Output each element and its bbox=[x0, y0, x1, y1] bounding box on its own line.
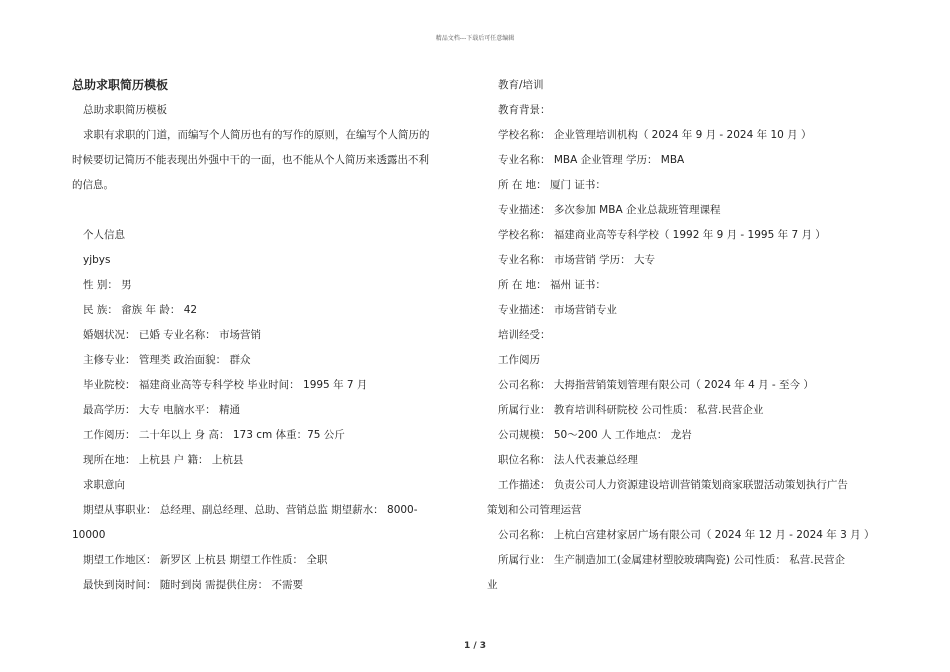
work-row: 公司名称： 大拇指营销策划管理有限公司（ 2024 年 4 月 - 至今 ） bbox=[498, 379, 814, 391]
work-row: 公司名称： 上杭白宫建材家居广场有限公司（ 2024 年 12 月 - 2024 年 3 月 ） bbox=[498, 529, 875, 541]
work-row: 公司规模： 50～200 人 工作地点： 龙岩 bbox=[498, 429, 692, 441]
info-row: 性 别： 男 bbox=[83, 279, 132, 291]
work-industry-cont: 业 bbox=[487, 579, 498, 591]
spacer bbox=[72, 201, 458, 226]
work-duty: 工作描述： 负责公司人力资源建设培训营销策划商家联盟活动策划执行广告 bbox=[498, 479, 848, 491]
edu-background: 教育背景： bbox=[498, 104, 551, 116]
info-row: 最高学历： 大专 电脑水平： 精通 bbox=[83, 404, 241, 416]
edu-row: 专业描述： 市场营销专业 bbox=[498, 304, 617, 316]
work-industry: 所属行业： 生产制造加工(金属建材塑胶玻璃陶瓷) 公司性质： 私营.民营企 bbox=[498, 554, 846, 566]
info-row: 工作阅历： 二十年以上 身 高： 173 cm 体重：75 公斤 bbox=[83, 429, 345, 441]
intent-row: 期望工作地区： 新罗区 上杭县 期望工作性质： 全职 bbox=[83, 554, 328, 566]
intent-heading: 求职意向 bbox=[83, 479, 125, 491]
edu-heading: 教育/培训 bbox=[498, 79, 544, 91]
personal-heading: 个人信息 bbox=[83, 229, 125, 241]
work-row: 职位名称： 法人代表兼总经理 bbox=[498, 454, 638, 466]
info-row: 毕业院校： 福建商业高等专科学校 毕业时间： 1995 年 7 月 bbox=[83, 379, 368, 391]
edu-row: 专业名称： 市场营销 学历： 大专 bbox=[498, 254, 656, 266]
training-heading: 培训经受： bbox=[498, 329, 551, 341]
info-row: 婚姻状况： 已婚 专业名称： 市场营销 bbox=[83, 329, 262, 341]
edu-row: 专业描述： 多次参加 MBA 企业总裁班管理课程 bbox=[498, 204, 721, 216]
intro-line-3: 的信息。 bbox=[72, 179, 114, 191]
page-header: 精品文档---下载后可任意编辑 bbox=[435, 35, 515, 42]
work-heading: 工作阅历 bbox=[498, 354, 540, 366]
edu-row: 专业名称： MBA 企业管理 学历： MBA bbox=[498, 154, 685, 166]
info-row: 现所在地： 上杭县 户 籍： 上杭县 bbox=[83, 454, 244, 466]
page-number: 1 / 3 bbox=[463, 641, 487, 651]
work-row: 所属行业： 教育培训科研院校 公司性质： 私营.民营企业 bbox=[498, 404, 764, 416]
intent-row: 期望从事职业： 总经理、副总经理、总助、营销总监 期望薪水： 8000- bbox=[83, 504, 418, 516]
intro-line-1: 求职有求职的门道，而编写个人简历也有的写作的原则，在编写个人简历的 bbox=[83, 129, 430, 141]
doc-title: 总助求职简历模板 bbox=[72, 78, 169, 92]
doc-subtitle: 总助求职简历模板 bbox=[83, 104, 167, 116]
edu-row: 所 在 地： 厦门 证书： bbox=[498, 179, 606, 191]
info-row: 民 族： 畲族 年 龄： 42 bbox=[83, 304, 198, 316]
candidate-name: yjbys bbox=[83, 254, 111, 266]
intro-line-2: 时候要切记简历不能表现出外强中干的一面，也不能从个人简历来透露出不利 bbox=[72, 154, 429, 166]
edu-row: 学校名称： 福建商业高等专科学校（ 1992 年 9 月 - 1995 年 7 月 ） bbox=[498, 229, 826, 241]
right-column bbox=[487, 76, 882, 601]
edu-row: 学校名称： 企业管理培训机构（ 2024 年 9 月 - 2024 年 10 月 ） bbox=[498, 129, 812, 141]
work-duty-cont: 策划和公司管理运营 bbox=[487, 504, 582, 516]
info-row: 主修专业： 管理类 政治面貌： 群众 bbox=[83, 354, 251, 366]
edu-row: 所 在 地： 福州 证书： bbox=[498, 279, 606, 291]
left-column bbox=[72, 76, 458, 601]
intent-row-cont: 10000 bbox=[72, 529, 106, 541]
intent-row: 最快到岗时间： 随时到岗 需提供住房： 不需要 bbox=[83, 579, 304, 591]
